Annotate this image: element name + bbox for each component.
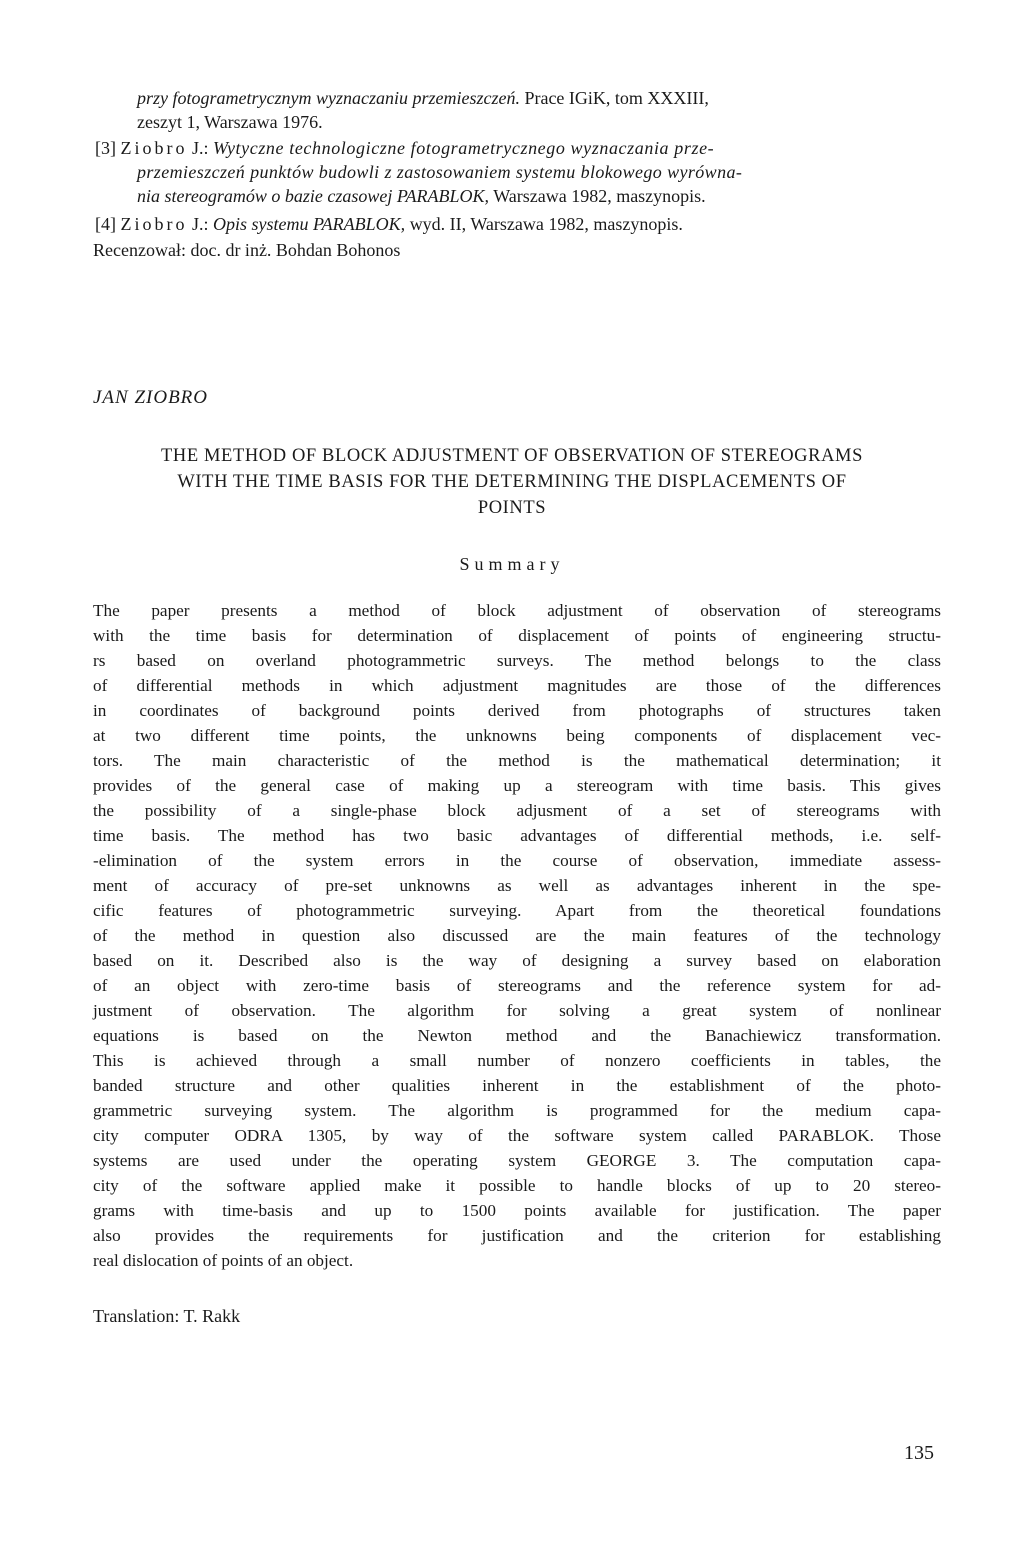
summary-line: time basis. The method has two basic advantages of differential methods, i.e. self- xyxy=(93,826,941,845)
summary-line: at two different time points, the unknowns being components of displacement vec- xyxy=(93,726,941,745)
reference-continuation-publisher: Prace IGiK, tom XXXIII, xyxy=(524,88,709,108)
reference-continuation-line-2: zeszyt 1, Warszawa 1976. xyxy=(137,112,323,132)
summary-line: city computer ODRA 1305, by way of the software system called PARABLOK. Those xyxy=(93,1126,941,1145)
reference-3-title-1: Wytyczne technologiczne fotogrametrycznego wyznaczania prze- xyxy=(213,138,715,158)
summary-line: banded structure and other qualities inherent in the establishment of the photo- xyxy=(93,1076,941,1095)
summary-line: ment of accuracy of pre-set unknowns as well as advantages inherent in the spe- xyxy=(93,876,941,895)
reference-3-title-3: nia stereogramów o bazie czasowej PARABLOK, xyxy=(137,186,489,206)
summary-line: cific features of photogrammetric surveying. Apart from the theoretical foundations xyxy=(93,901,941,920)
reference-4-initial: J.: xyxy=(192,214,209,234)
summary-line: The paper presents a method of block adjustment of observation of stereograms xyxy=(93,601,941,620)
reference-4-author: Ziobro xyxy=(120,214,188,234)
reference-continuation-title: przy fotogrametrycznym wyznaczaniu przemieszczeń. xyxy=(137,88,520,108)
summary-line: also provides the requirements for justification and the criterion for establishing xyxy=(93,1226,941,1245)
reference-continuation-line-1 xyxy=(137,87,709,109)
reference-3-line-1 xyxy=(95,137,714,159)
article-title-line-3: POINTS xyxy=(477,498,547,518)
summary-line: provides of the general case of making up a stereogram with time basis. This gives xyxy=(93,776,941,795)
summary-line-last: real dislocation of points of an object. xyxy=(93,1251,354,1270)
reference-4-marker: [4] xyxy=(95,214,116,234)
summary-line: tors. The main characteristic of the method is the mathematical determination; it xyxy=(93,751,941,770)
article-title-line-2: WITH THE TIME BASIS FOR THE DETERMINING THE DISPLACEMENTS OF xyxy=(177,472,847,492)
summary-line: city of the software applied make it possible to handle blocks of up to 20 stereo- xyxy=(93,1176,941,1195)
reference-3-line-3 xyxy=(137,185,706,207)
reference-3-initial: J.: xyxy=(192,138,209,158)
translation-credit: Translation: T. Rakk xyxy=(93,1306,241,1326)
summary-line: of differential methods in which adjustment magnitudes are those of the differences xyxy=(93,676,941,695)
reference-4 xyxy=(95,213,683,235)
summary-line: This is achieved through a small number of nonzero coefficients in tables, the xyxy=(93,1051,941,1070)
summary-line: of an object with zero-time basis of stereograms and the reference system for ad- xyxy=(93,976,941,995)
article-author: JAN ZIOBRO xyxy=(93,387,209,408)
reviewer-note: Recenzował: doc. dr inż. Bohdan Bohonos xyxy=(93,240,401,260)
reference-3-author: Ziobro xyxy=(120,138,188,158)
summary-line: of the method in question also discussed are the main features of the technology xyxy=(93,926,941,945)
summary-line: -elimination of the system errors in the course of observation, immediate assess- xyxy=(93,851,941,870)
summary-line: grams with time-basis and up to 1500 points available for justification. The paper xyxy=(93,1201,941,1220)
summary-line: rs based on overland photogrammetric surveys. The method belongs to the class xyxy=(93,651,941,670)
reference-4-title: Opis systemu PARABLOK, xyxy=(213,214,406,234)
summary-line: justment of observation. The algorithm for solving a great system of nonlinear xyxy=(93,1001,941,1020)
page-number: 135 xyxy=(904,1442,934,1464)
summary-line: in coordinates of background points derived from photographs of structures taken xyxy=(93,701,941,720)
summary-line: grammetric surveying system. The algorithm is programmed for the medium capa- xyxy=(93,1101,941,1120)
reference-3-publication: Warszawa 1982, maszynopis. xyxy=(493,186,706,206)
summary-line: the possibility of a single-phase block adjusment of a set of stereograms with xyxy=(93,801,941,820)
summary-line: equations is based on the Newton method and the Banachiewicz transformation. xyxy=(93,1026,941,1045)
summary-line: systems are used under the operating system GEORGE 3. The computation capa- xyxy=(93,1151,941,1170)
reference-4-publication: wyd. II, Warszawa 1982, maszynopis. xyxy=(409,214,683,234)
summary-line: based on it. Described also is the way of designing a survey based on elaboration xyxy=(93,951,941,970)
reference-3-marker: [3] xyxy=(95,138,116,158)
summary-heading: Summary xyxy=(459,554,565,574)
article-title-line-1: THE METHOD OF BLOCK ADJUSTMENT OF OBSERVATION OF STEREOGRAMS xyxy=(161,446,863,466)
reference-3-title-2: przemieszczeń punktów budowli z zastosowaniem systemu blokowego wyrówna- xyxy=(137,162,743,182)
summary-line: with the time basis for determination of displacement of points of engineering structu- xyxy=(93,626,941,645)
